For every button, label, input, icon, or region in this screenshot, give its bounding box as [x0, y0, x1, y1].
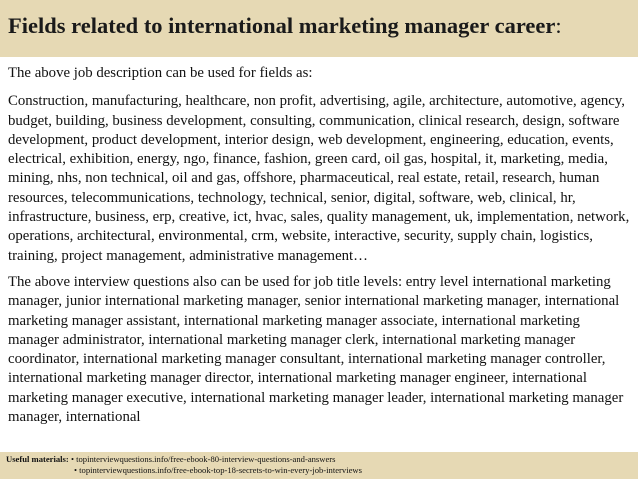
footer-row-2: [6, 465, 638, 476]
fields-paragraph: Construction, manufacturing, healthcare, non profit, advertising, agile, architecture, automotive, agency, budget, building, business development, consulting, communication, clinical research, design, software development, product development, interior design, web development, engineering, education, events, electrical, exhibition, energy, ngo, finance, fashion, green card, oil gas, hospital, it, marketing, media, mining, nhs, non technical, oil and gas, offshore, pharmaceutical, real estate, retail, research, human resources, telecommunications, technology, technical, senior, digital, software, web, clinical, hr, infrastructure, business, erp, creative, ict, hvac, sales, quality management, uk, implementation, network, operations, architectural, environmental, crm, website, interactive, security, supply chain, logistics, training, project management, administrative management…: [8, 93, 630, 264]
footer-link-1[interactable]: • topinterviewquestions.info/free-ebook-80-interview-questions-and-answers: [70, 454, 336, 464]
footer-link-2[interactable]: • topinterviewquestions.info/free-ebook-top-18-secrets-to-win-every-job-interviews: [74, 464, 362, 475]
footer-bar: [0, 452, 638, 479]
main-content: [8, 64, 634, 426]
footer-label: Useful materials:: [6, 454, 69, 464]
page-title-colon: :: [555, 13, 562, 38]
footer-row-1: [6, 454, 638, 465]
page-title-text: Fields related to international marketing manager career: [8, 13, 556, 38]
title-bar: [0, 0, 638, 57]
page-title: [8, 13, 638, 39]
intro-paragraph: The above job description can be used for fields as:: [8, 65, 313, 81]
job-titles-paragraph: The above interview questions also can be used for job title levels: entry level international marketing manager, junior international marketing manager, senior international marketing manager, international marketing manager assistant, international marketing manager associate, international marketing manager administrator, international marketing manager clerk, international marketing manager coordinator, international marketing manager consultant, international marketing manager controller, international marketing manager director, international marketing manager engineer, international marketing manager executive, international marketing manager leader, international marketing manager manager, international: [8, 273, 624, 426]
